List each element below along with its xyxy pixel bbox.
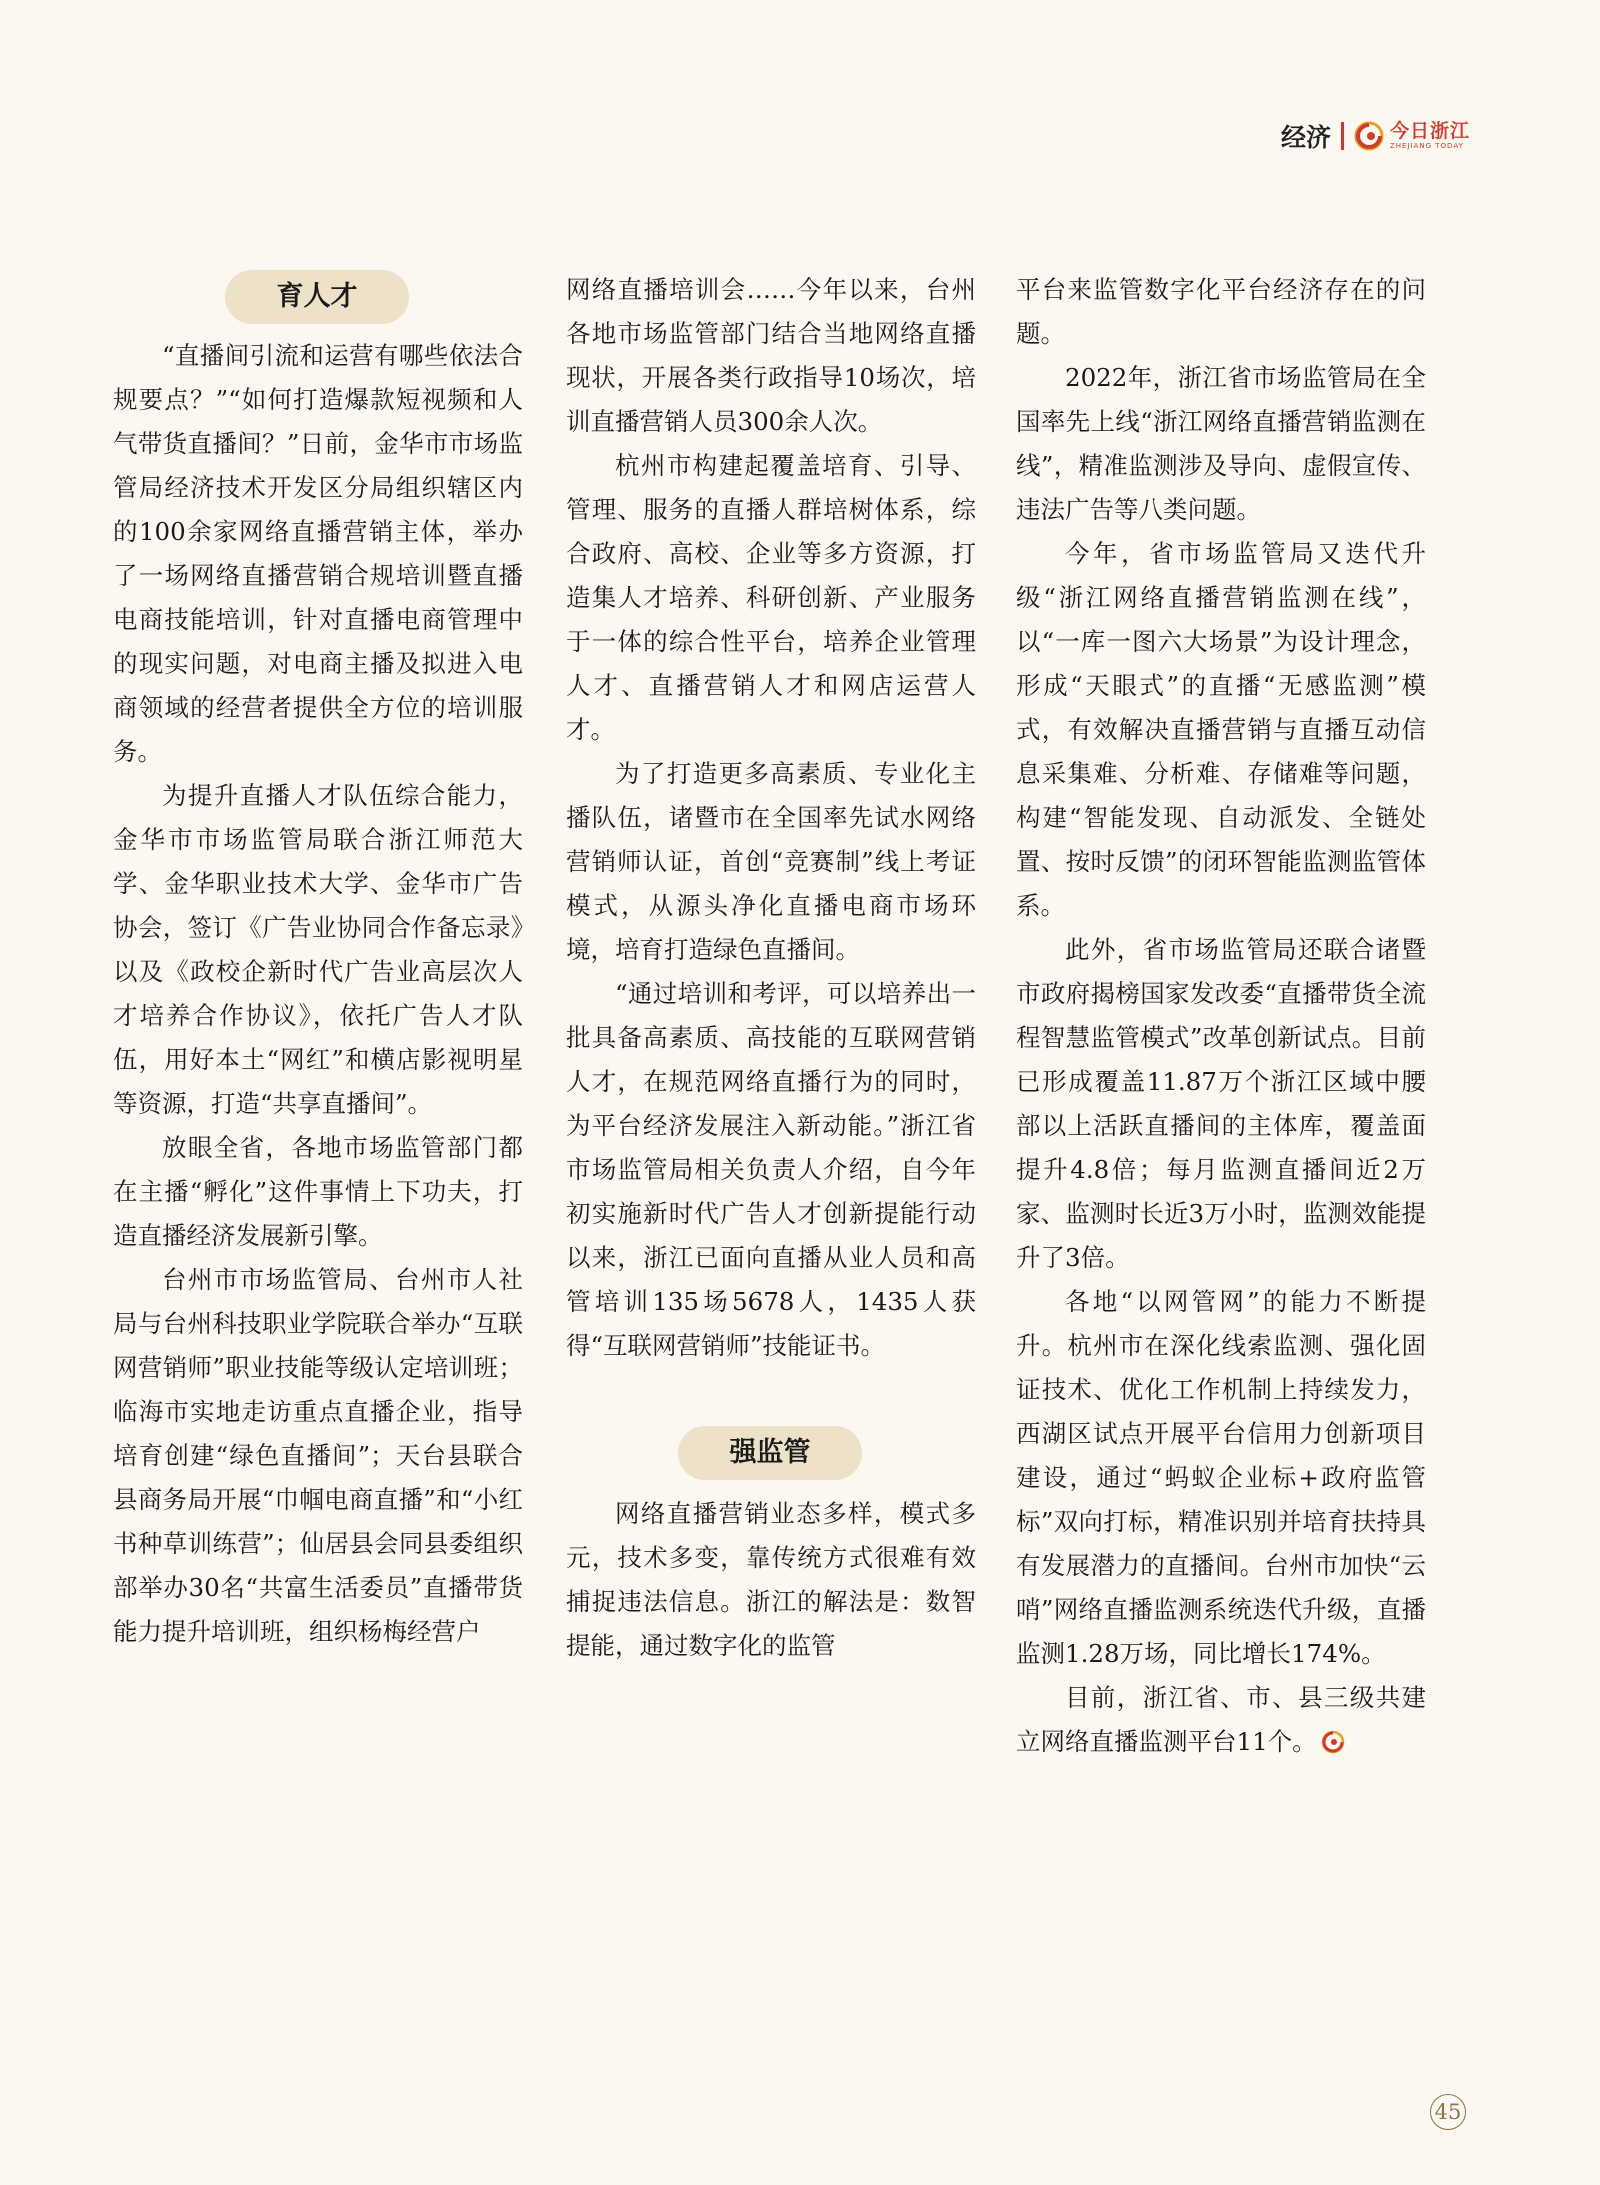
paragraph: 网络直播营销业态多样，模式多元，技术多变，靠传统方式很难有效捕捉违法信息。浙江的解法是：数智提能，通过数字化的监管 [566,1499,976,1660]
paragraph: 此外，省市场监管局还联合诸暨市政府揭榜国家发改委“直播带货全流程智慧监管模式”改革创新试点。目前已形成覆盖11.87万个浙江区域中腰部以上活跃直播间的主体库，覆盖面提升4.8倍；每月监测直播间近2万家、监测时长近3万小时，监测效能提升了3倍。 [1016,935,1426,1272]
header-divider [1341,122,1344,150]
paragraph: 今年，省市场监管局又迭代升级“浙江网络直播营销监测在线”，以“一库一图六大场景”为设计理念，形成“天眼式”的直播“无感监测”模式，有效解决直播营销与直播互动信息采集难、分析难、存储难等问题，构建“智能发现、自动派发、全链处置、按时反馈”的闭环智能监测监管体系。 [1016,539,1426,920]
paragraph: 放眼全省，各地市场监管部门都在主播“孵化”这件事情上下功夫，打造直播经济发展新引擎。 [113,1133,523,1250]
column-1 [113,268,523,1654]
paragraph-final [1016,1676,1426,1764]
paragraph: 各地“以网管网”的能力不断提升。杭州市在深化线索监测、强化固证技术、优化工作机制上持续发力，西湖区试点开展平台信用力创新项目建设，通过“蚂蚁企业标+政府监管标”双向打标，精准识别并培育扶持具有发展潜力的直播间。台州市加快“云哨”网络直播监测系统迭代升级，直播监测1.28万场，同比增长174%。 [1016,1287,1426,1668]
paragraph: 台州市市场监管局、台州市人社局与台州科技职业学院联合举办“互联网营销师”职业技能等级认定培训班；临海市实地走访重点直播企业，指导培育创建“绿色直播间”；天台县联合县商务局开展“巾帼电商直播”和“小红书种草训练营”；仙居县会同县委组织部举办30名“共富生活委员”直播带货能力提升培训班，组织杨梅经营户 [113,1265,523,1646]
paragraph-continued: 网络直播培训会……今年以来，台州各地市场监管部门结合当地网络直播现状，开展各类行政指导10场次，培训直播营销人员300余人次。 [566,275,976,436]
paragraph-continued: 平台来监管数字化平台经济存在的问题。 [1016,275,1426,348]
article-end-icon [1321,1730,1345,1754]
magazine-logo [1354,121,1470,151]
column-2 [566,268,976,1668]
logo-english-text: ZHEJIANG TODAY [1389,142,1464,150]
paragraph: 2022年，浙江省市场监管局在全国率先上线“浙江网络直播营销监测在线”，精准监测涉及导向、虚假宣传、违法广告等八类问题。 [1016,363,1426,524]
paragraph: 为了打造更多高素质、专业化主播队伍，诸暨市在全国率先试水网络营销师认证，首创“竞赛制”线上考证模式，从源头净化直播电商市场环境，培育打造绿色直播间。 [566,759,976,964]
section-label: 经济 [1280,123,1331,152]
heading-supervision: 强监管 [678,1426,862,1480]
paragraph-final-text: 目前，浙江省、市、县三级共建立网络直播监测平台11个。 [1016,1683,1426,1756]
paragraph: “通过培训和考评，可以培养出一批具备高素质、高技能的互联网营销人才，在规范网络直播行为的同时，为平台经济发展注入新动能。”浙江省市场监管局相关负责人介绍，自今年初实施新时代广告人才创新提能行动以来，浙江已面向直播从业人员和高管培训135场5678人，1435人获得“互联网营销师”技能证书。 [566,979,976,1360]
logo-chinese-text: 今日浙江 [1389,120,1470,142]
paragraph: “直播间引流和运营有哪些依法合规要点？”“如何打造爆款短视频和人气带货直播间？”日前，金华市市场监管局经济技术开发区分局组织辖区内的100余家网络直播营销主体，举办了一场网络直播营销合规培训暨直播电商技能培训，针对直播电商管理中的现实问题，对电商主播及拟进入电商领域的经营者提供全方位的培训服务。 [113,341,523,766]
heading-talent: 育人才 [225,270,409,324]
column-3 [1016,268,1426,1764]
page-number: 45 [1430,2094,1466,2130]
paragraph: 杭州市构建起覆盖培育、引导、管理、服务的直播人群培树体系，综合政府、高校、企业等多方资源，打造集人才培养、科研创新、产业服务于一体的综合性平台，培养企业管理人才、直播营销人才和网店运营人才。 [566,451,976,744]
page-header [1281,118,1470,154]
paragraph: 为提升直播人才队伍综合能力，金华市市场监管局联合浙江师范大学、金华职业技术大学、金华市广告协会，签订《广告业协同合作备忘录》以及《政校企新时代广告业高层次人才培养合作协议》，依托广告人才队伍，用好本土“网红”和横店影视明星等资源，打造“共享直播间”。 [113,781,523,1118]
logo-swirl-icon [1354,121,1384,151]
